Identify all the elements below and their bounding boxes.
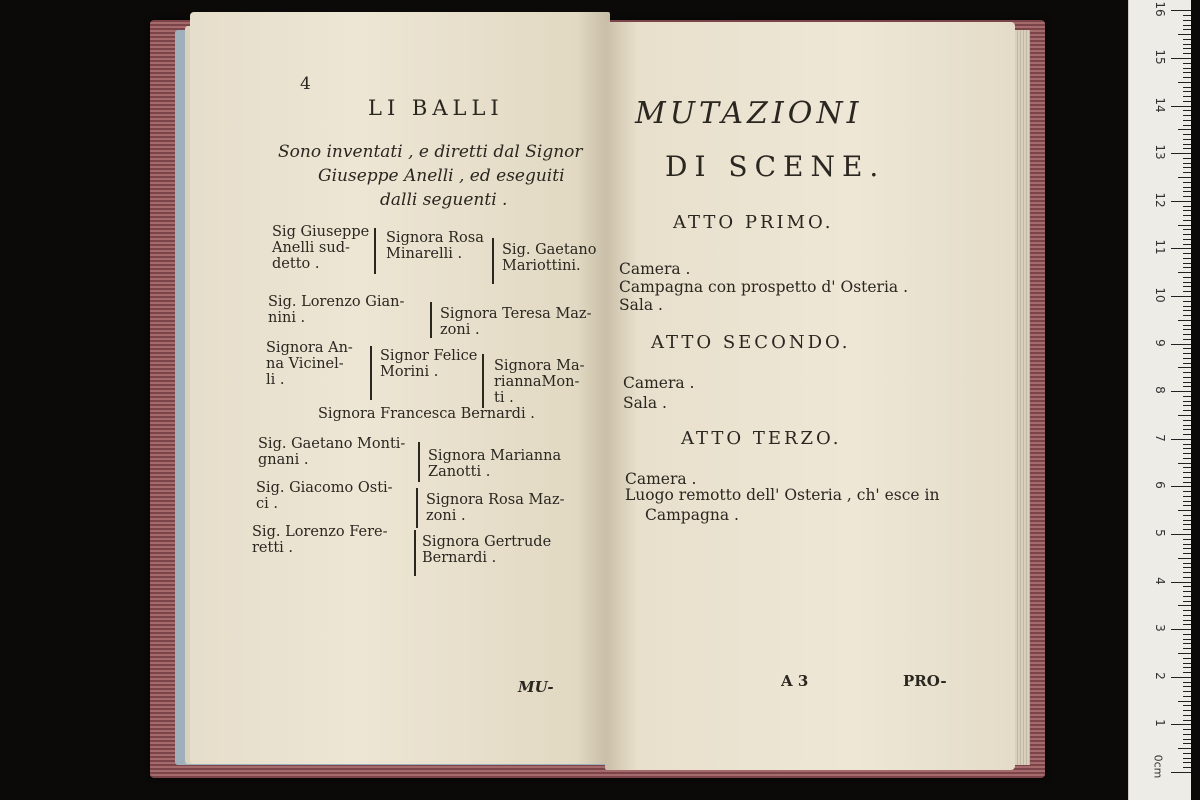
act-heading: ATTO TERZO. xyxy=(681,428,842,449)
dancer-entry: Sig. Lorenzo Fere- retti . xyxy=(252,524,388,556)
ruler-tick xyxy=(1171,248,1191,249)
ruler-tick xyxy=(1183,44,1191,45)
ruler-tick xyxy=(1178,177,1191,178)
page-title: MUTAZIONI xyxy=(635,96,863,131)
dancer-entry: Sig. Gaetano Monti- gnani . xyxy=(258,436,406,468)
ruler-tick xyxy=(1183,734,1191,735)
ruler-tick xyxy=(1171,724,1191,725)
ruler-tick xyxy=(1183,762,1191,763)
ruler-tick xyxy=(1183,501,1191,502)
ruler-tick xyxy=(1183,110,1191,111)
ruler-tick xyxy=(1183,363,1191,364)
ruler-tick xyxy=(1183,524,1191,525)
ruler-tick xyxy=(1183,172,1191,173)
ruler-tick xyxy=(1183,539,1191,540)
ruler-number: 9 xyxy=(1153,338,1167,347)
ruler-tick xyxy=(1183,310,1191,311)
ruler-tick xyxy=(1183,639,1191,640)
ruler-tick xyxy=(1183,353,1191,354)
ruler-tick xyxy=(1183,682,1191,683)
dancer-entry: Signora Francesca Bernardi . xyxy=(318,406,535,422)
ruler-tick xyxy=(1183,624,1191,625)
act-heading: ATTO PRIMO. xyxy=(673,212,834,233)
ruler-tick xyxy=(1183,72,1191,73)
subtitle-line: dalli seguenti . xyxy=(380,190,508,210)
ruler-tick xyxy=(1183,234,1191,235)
ruler-tick xyxy=(1183,453,1191,454)
dancer-entry: Signora Marianna Zanotti . xyxy=(428,448,562,480)
ruler-tick xyxy=(1183,182,1191,183)
scene-item: Sala . xyxy=(623,394,667,412)
ruler-tick xyxy=(1183,396,1191,397)
ruler-tick xyxy=(1183,277,1191,278)
ruler-tick xyxy=(1183,96,1191,97)
dancer-entry: Sig. Lorenzo Gian- nini . xyxy=(268,294,405,326)
ruler-tick xyxy=(1183,563,1191,564)
ruler-tick xyxy=(1183,758,1191,759)
ruler-tick xyxy=(1183,710,1191,711)
column-divider xyxy=(414,530,416,576)
ruler-number: 2 xyxy=(1153,671,1167,680)
ruler-tick xyxy=(1183,348,1191,349)
dancer-entry: Signora An- na Vicinel- li . xyxy=(266,340,353,388)
ruler-tick xyxy=(1183,68,1191,69)
ruler-tick xyxy=(1171,344,1191,345)
ruler-tick xyxy=(1183,596,1191,597)
ruler-tick xyxy=(1183,477,1191,478)
column-divider xyxy=(482,354,484,408)
ruler-tick xyxy=(1183,220,1191,221)
ruler-tick xyxy=(1183,567,1191,568)
ruler-tick xyxy=(1183,263,1191,264)
ruler-tick xyxy=(1183,215,1191,216)
ruler-tick xyxy=(1183,515,1191,516)
ruler-tick xyxy=(1183,372,1191,373)
subtitle-line: Sono inventati , e diretti dal Signor xyxy=(278,142,583,162)
ruler-tick xyxy=(1183,158,1191,159)
ruler-tick xyxy=(1183,739,1191,740)
ruler-tick xyxy=(1183,282,1191,283)
ruler-tick xyxy=(1183,382,1191,383)
ruler-tick xyxy=(1183,39,1191,40)
ruler-tick xyxy=(1171,10,1191,11)
ruler-tick xyxy=(1183,329,1191,330)
ruler-tick xyxy=(1183,325,1191,326)
ruler-tick xyxy=(1183,163,1191,164)
ruler-tick xyxy=(1183,601,1191,602)
ruler-number: 12 xyxy=(1153,192,1167,208)
ruler-tick xyxy=(1183,286,1191,287)
scene-item: Campagna con prospetto d' Osteria . xyxy=(619,278,909,296)
ruler-tick xyxy=(1183,520,1191,521)
ruler-tick xyxy=(1183,258,1191,259)
ruler-tick xyxy=(1183,29,1191,30)
ruler-tick xyxy=(1183,358,1191,359)
ruler-tick xyxy=(1183,87,1191,88)
ruler-tick xyxy=(1183,434,1191,435)
ruler-tick xyxy=(1183,187,1191,188)
dancer-entry: Signora Rosa Maz- zoni . xyxy=(426,492,565,524)
ruler-tick xyxy=(1183,729,1191,730)
dancer-entry: Sig Giuseppe Anelli sud- detto . xyxy=(272,224,370,272)
ruler-tick xyxy=(1183,91,1191,92)
ruler-tick xyxy=(1183,134,1191,135)
ruler-tick xyxy=(1183,658,1191,659)
ruler-tick xyxy=(1183,705,1191,706)
ruler-tick xyxy=(1183,720,1191,721)
ruler-tick xyxy=(1183,643,1191,644)
ruler-tick xyxy=(1183,206,1191,207)
ruler-tick xyxy=(1171,439,1191,440)
ruler-tick xyxy=(1183,15,1191,16)
ruler-tick xyxy=(1183,167,1191,168)
ruler-number: 4 xyxy=(1153,576,1167,585)
ruler-tick xyxy=(1183,491,1191,492)
ruler-tick xyxy=(1178,605,1191,606)
ruler-tick xyxy=(1183,20,1191,21)
ruler-tick xyxy=(1183,615,1191,616)
scene-item: Campagna . xyxy=(645,506,739,524)
ruler-tick xyxy=(1183,315,1191,316)
ruler-number: 5 xyxy=(1153,529,1167,537)
ruler-tick xyxy=(1178,82,1191,83)
page-number: 4 xyxy=(300,74,311,94)
ruler-tick xyxy=(1183,505,1191,506)
ruler-tick xyxy=(1171,629,1191,630)
ruler-tick xyxy=(1183,691,1191,692)
ruler-tick xyxy=(1183,196,1191,197)
ruler-unit-label: 0cm xyxy=(1151,754,1165,779)
act-heading: ATTO SECONDO. xyxy=(651,332,851,353)
ruler-number: 8 xyxy=(1153,386,1167,394)
dancer-entry: Sig. Giacomo Osti- ci . xyxy=(256,480,393,512)
ruler-tick xyxy=(1183,63,1191,64)
ruler-tick xyxy=(1183,334,1191,335)
ruler-tick xyxy=(1171,153,1191,154)
ruler-tick xyxy=(1183,386,1191,387)
ruler-tick xyxy=(1183,663,1191,664)
dancer-entry: Sig. Gaetano Mariottini. xyxy=(502,242,597,274)
ruler-tick xyxy=(1171,106,1191,107)
dancer-entry: Signor Felice Morini . xyxy=(380,348,478,380)
ruler-tick xyxy=(1171,677,1191,678)
ruler-tick xyxy=(1178,701,1191,702)
scene-item: Camera . xyxy=(625,470,697,488)
catchword: PRO- xyxy=(903,672,947,690)
ruler-tick xyxy=(1183,767,1191,768)
ruler-tick xyxy=(1171,772,1191,773)
subtitle-line: Giuseppe Anelli , ed eseguiti xyxy=(318,166,565,186)
ruler-tick xyxy=(1183,306,1191,307)
left-page xyxy=(190,12,610,764)
ruler-tick xyxy=(1183,301,1191,302)
ruler-tick xyxy=(1183,239,1191,240)
ruler-tick xyxy=(1183,444,1191,445)
ruler-tick xyxy=(1183,743,1191,744)
column-divider xyxy=(370,346,372,400)
ruler-tick xyxy=(1183,377,1191,378)
ruler-number: 10 xyxy=(1153,287,1167,303)
ruler-tick xyxy=(1183,25,1191,26)
scene-item: Sala . xyxy=(619,296,663,314)
ruler-number: 14 xyxy=(1153,96,1167,113)
ruler-tick xyxy=(1183,48,1191,49)
ruler-tick xyxy=(1178,367,1191,368)
scene-item: Luogo remotto dell' Osteria , ch' esce in xyxy=(625,486,940,504)
ruler-tick xyxy=(1183,291,1191,292)
ruler-tick xyxy=(1178,415,1191,416)
ruler-tick xyxy=(1183,148,1191,149)
ruler-tick xyxy=(1183,420,1191,421)
ruler-tick xyxy=(1183,715,1191,716)
ruler-tick xyxy=(1183,672,1191,673)
ruler-tick xyxy=(1183,472,1191,473)
ruler-tick xyxy=(1183,429,1191,430)
ruler-tick xyxy=(1171,582,1191,583)
ruler-tick xyxy=(1178,272,1191,273)
ruler-tick xyxy=(1183,401,1191,402)
dancer-entry: Signora Gertrude Bernardi . xyxy=(422,534,552,566)
ruler-tick xyxy=(1183,586,1191,587)
ruler-tick xyxy=(1171,296,1191,297)
ruler-tick xyxy=(1183,577,1191,578)
ruler-number: 6 xyxy=(1153,481,1167,490)
ruler-tick xyxy=(1183,267,1191,268)
dancer-entry: Signora Ma- riannaMon- ti . xyxy=(494,358,585,406)
ruler-tick xyxy=(1171,201,1191,202)
ruler-tick xyxy=(1183,77,1191,78)
ruler-tick xyxy=(1178,34,1191,35)
ruler-tick xyxy=(1183,139,1191,140)
scale-ruler xyxy=(1128,0,1191,800)
ruler-tick xyxy=(1171,58,1191,59)
ruler-tick xyxy=(1178,748,1191,749)
page-title: LI BALLI xyxy=(368,96,504,120)
ruler-tick xyxy=(1183,210,1191,211)
signature-mark: A 3 xyxy=(781,672,809,690)
ruler-number: 1 xyxy=(1153,719,1167,728)
ruler-tick xyxy=(1178,463,1191,464)
ruler-tick xyxy=(1183,610,1191,611)
ruler-tick xyxy=(1183,753,1191,754)
ruler-tick xyxy=(1183,696,1191,697)
ruler-tick xyxy=(1183,553,1191,554)
ruler-tick xyxy=(1183,125,1191,126)
ruler-tick xyxy=(1171,534,1191,535)
ruler-tick xyxy=(1183,410,1191,411)
ruler-tick xyxy=(1183,448,1191,449)
ruler-tick xyxy=(1183,620,1191,621)
ruler-tick xyxy=(1183,496,1191,497)
ruler-tick xyxy=(1183,458,1191,459)
column-divider xyxy=(416,488,418,528)
ruler-tick xyxy=(1183,667,1191,668)
column-divider xyxy=(374,228,376,274)
scene-item: Camera . xyxy=(623,374,695,392)
scene-item: Camera . xyxy=(619,260,691,278)
dancer-entry: Signora Teresa Maz- zoni . xyxy=(440,306,592,338)
ruler-tick xyxy=(1183,53,1191,54)
ruler-tick xyxy=(1183,482,1191,483)
ruler-number: 11 xyxy=(1153,239,1167,256)
ruler-tick xyxy=(1178,129,1191,130)
ruler-tick xyxy=(1183,144,1191,145)
column-divider xyxy=(492,238,494,284)
column-divider xyxy=(430,302,432,338)
ruler-number: 13 xyxy=(1153,144,1167,160)
ruler-tick xyxy=(1183,191,1191,192)
ruler-tick xyxy=(1183,101,1191,102)
ruler-tick xyxy=(1183,572,1191,573)
ruler-tick xyxy=(1183,648,1191,649)
ruler-tick xyxy=(1183,253,1191,254)
ruler-number: 7 xyxy=(1153,433,1167,442)
ruler-tick xyxy=(1183,544,1191,545)
column-divider xyxy=(418,442,420,482)
ruler-tick xyxy=(1171,486,1191,487)
dancer-entry: Signora Rosa Minarelli . xyxy=(386,230,484,262)
ruler-tick xyxy=(1178,653,1191,654)
ruler-number: 15 xyxy=(1153,49,1167,65)
ruler-tick xyxy=(1183,120,1191,121)
ruler-tick xyxy=(1183,529,1191,530)
ruler-tick xyxy=(1183,634,1191,635)
ruler-tick xyxy=(1183,405,1191,406)
ruler-number: 3 xyxy=(1153,624,1167,632)
ruler-tick xyxy=(1183,548,1191,549)
ruler-number: 16 xyxy=(1153,1,1167,18)
ruler-tick xyxy=(1183,229,1191,230)
ruler-tick xyxy=(1178,558,1191,559)
catchword: MU- xyxy=(518,678,554,696)
ruler-tick xyxy=(1183,686,1191,687)
ruler-tick xyxy=(1178,225,1191,226)
ruler-tick xyxy=(1183,591,1191,592)
ruler-tick xyxy=(1171,391,1191,392)
ruler-tick xyxy=(1183,339,1191,340)
ruler-tick xyxy=(1183,467,1191,468)
ruler-tick xyxy=(1178,320,1191,321)
page-subtitle: DI SCENE. xyxy=(665,150,886,183)
ruler-tick xyxy=(1183,425,1191,426)
right-page xyxy=(605,22,1015,770)
ruler-tick xyxy=(1183,115,1191,116)
ruler-tick xyxy=(1183,244,1191,245)
ruler-tick xyxy=(1178,510,1191,511)
